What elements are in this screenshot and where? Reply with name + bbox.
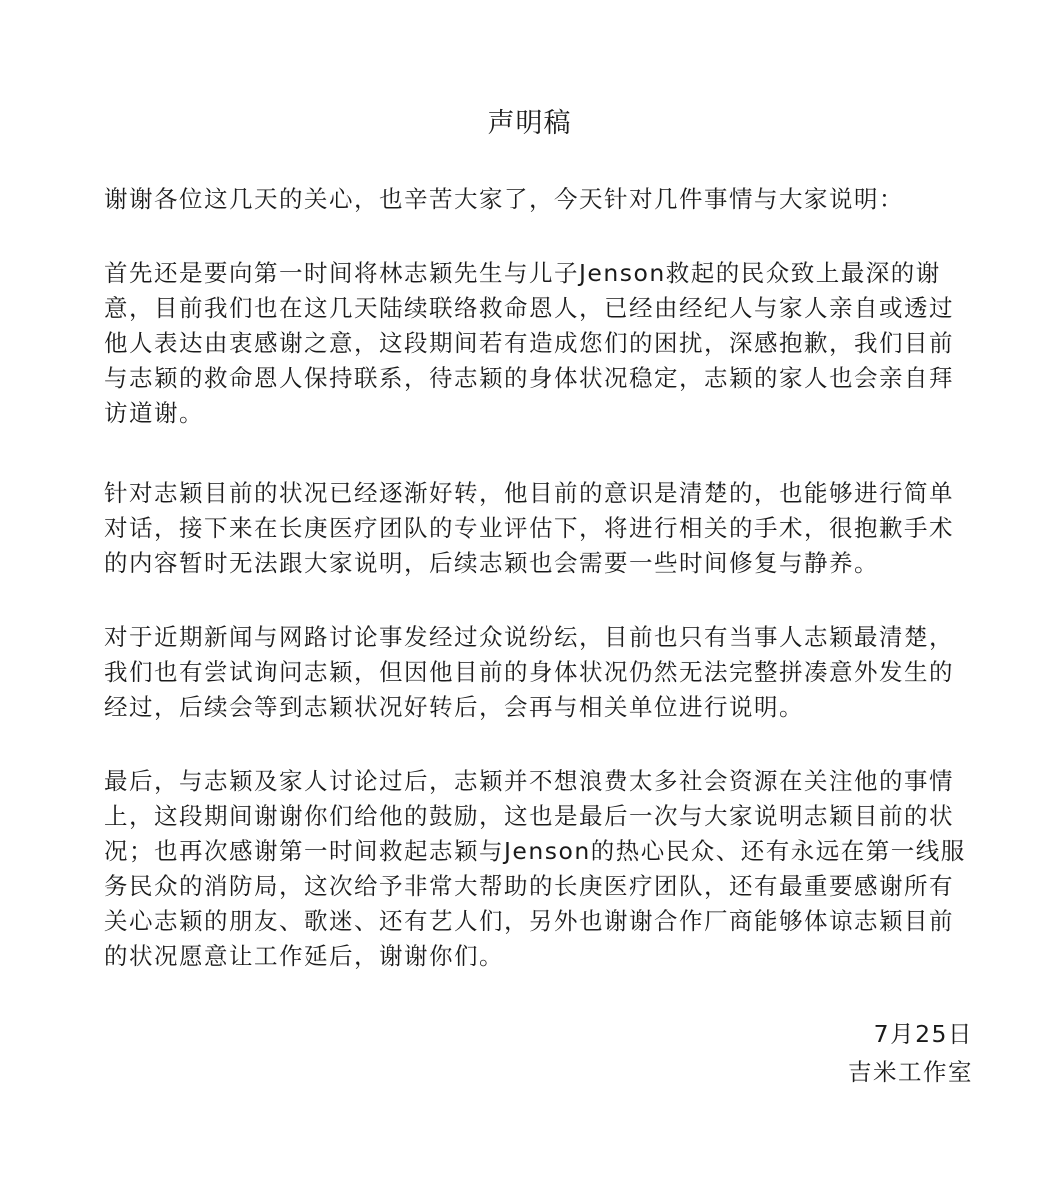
paragraph-line: 我们也有尝试询问志颖，但因他目前的身体状况仍然无法完整拼凑意外发生的 <box>104 658 954 686</box>
paragraph-line: 况；也再次感谢第一时间救起志颖与Jenson的热心民众、还有永远在第一线服 <box>104 837 966 865</box>
paragraph-line: 关心志颖的朋友、歌迷、还有艺人们，另外也谢谢合作厂商能够体谅志颖目前 <box>104 907 954 935</box>
paragraph-line: 针对志颖目前的状况已经逐渐好转，他目前的意识是清楚的，也能够进行简单 <box>104 479 954 507</box>
statement-date: 7月25日 <box>873 1020 973 1048</box>
paragraph-condition <box>104 476 980 581</box>
paragraph-line: 他人表达由衷感谢之意，这段期间若有造成您们的困扰，深感抱歉，我们目前 <box>104 329 954 357</box>
paragraph-line: 的状况愿意让工作延后，谢谢你们。 <box>104 942 504 970</box>
paragraph-line: 经过，后续会等到志颖状况好转后，会再与相关单位进行说明。 <box>104 693 804 721</box>
paragraph-thanks-rescuers <box>104 256 980 431</box>
paragraph-line: 意，目前我们也在这几天陆续联络救命恩人，已经由经纪人与家人亲自或透过 <box>104 294 954 322</box>
paragraph-line: 对于近期新闻与网路讨论事发经过众说纷纭，目前也只有当事人志颖最清楚， <box>104 623 954 651</box>
paragraph-closing <box>104 764 980 974</box>
page-title: 声明稿 <box>487 108 572 139</box>
paragraph-news <box>104 620 980 725</box>
paragraph-line: 访道谢。 <box>104 399 204 427</box>
paragraph-line: 首先还是要向第一时间将林志颖先生与儿子Jenson救起的民众致上最深的谢 <box>104 259 941 287</box>
signoff-block <box>848 1015 973 1091</box>
paragraph-greeting <box>104 182 980 217</box>
paragraph-line: 谢谢各位这几天的关心，也辛苦大家了，今天针对几件事情与大家说明： <box>104 185 904 213</box>
paragraph-line: 上，这段期间谢谢你们给他的鼓励，这也是最后一次与大家说明志颖目前的状 <box>104 802 954 830</box>
paragraph-line: 对话，接下来在长庚医疗团队的专业评估下，将进行相关的手术，很抱歉手术 <box>104 514 954 542</box>
paragraph-line: 与志颖的救命恩人保持联系，待志颖的身体状况稳定，志颖的家人也会亲自拜 <box>104 364 954 392</box>
paragraph-line: 的内容暂时无法跟大家说明，后续志颖也会需要一些时间修复与静养。 <box>104 549 879 577</box>
paragraph-line: 最后，与志颖及家人讨论过后，志颖并不想浪费太多社会资源在关注他的事情 <box>104 767 954 795</box>
paragraph-line: 务民众的消防局，这次给予非常大帮助的长庚医疗团队，还有最重要感谢所有 <box>104 872 954 900</box>
statement-signature: 吉米工作室 <box>848 1058 973 1086</box>
